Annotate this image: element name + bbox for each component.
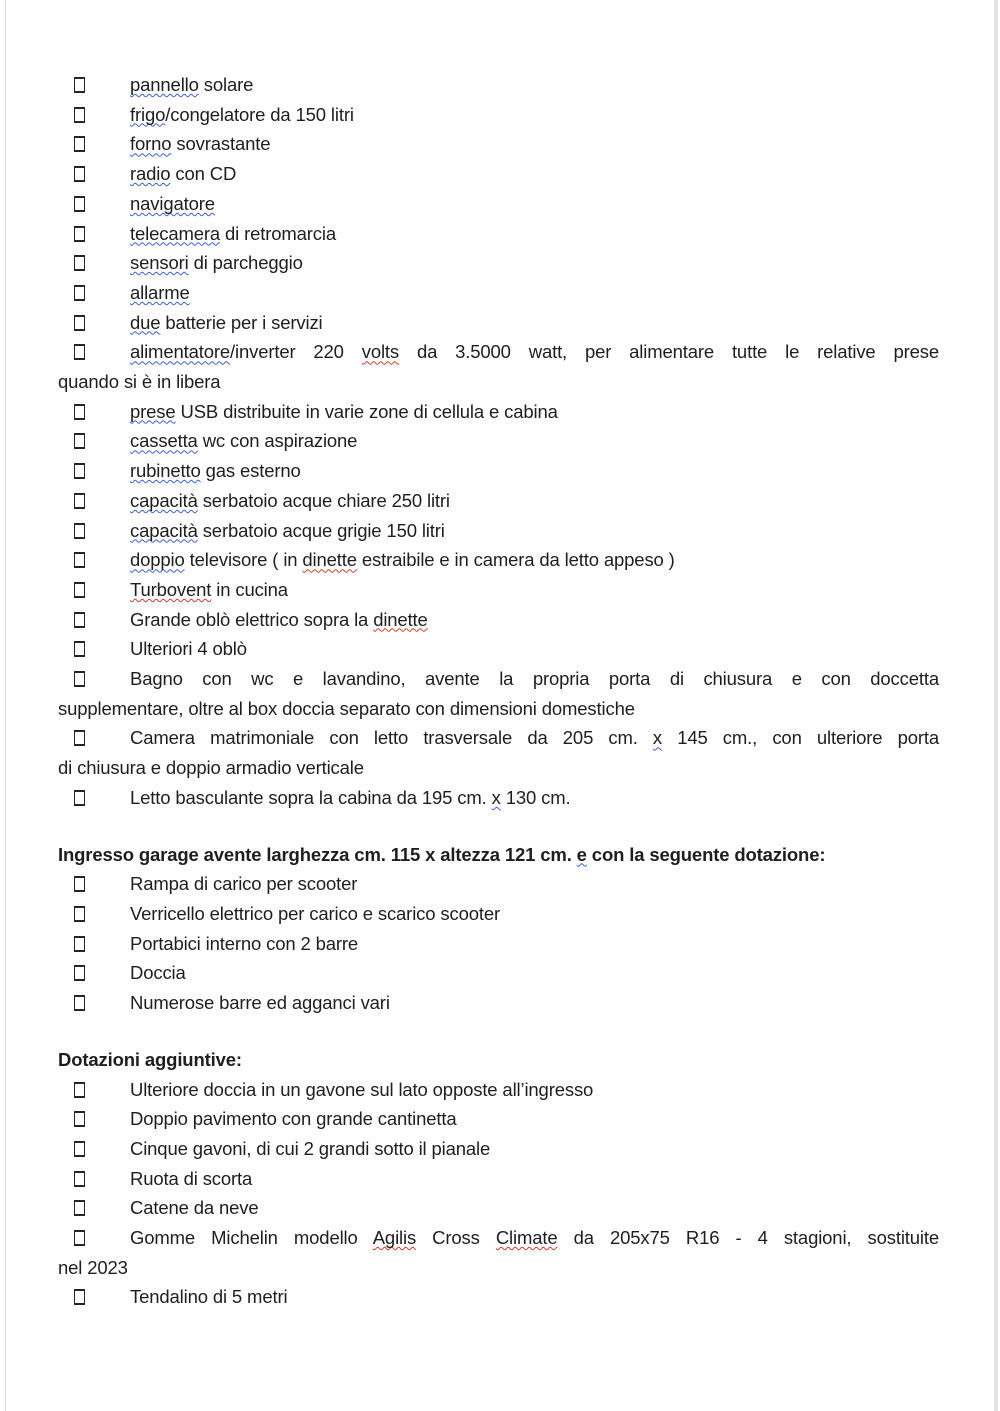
checklist-item-line bbox=[58, 1104, 939, 1134]
empty-checkbox-icon bbox=[74, 1141, 85, 1157]
empty-checkbox-icon bbox=[74, 404, 85, 420]
spellcheck-red-word: Turbovent bbox=[130, 578, 212, 600]
text-run: wc con aspirazione bbox=[197, 430, 358, 452]
empty-checkbox-icon bbox=[74, 166, 85, 182]
checklist-item-line bbox=[58, 783, 939, 813]
text-run: Rampa di carico per scooter bbox=[130, 873, 358, 895]
spellcheck-blue-word: sensori bbox=[130, 252, 189, 274]
empty-checkbox-icon bbox=[74, 1082, 85, 1098]
checklist-item-line bbox=[58, 486, 939, 516]
spellcheck-blue-word: e bbox=[576, 843, 587, 865]
text-run: 130 cm. bbox=[500, 786, 571, 808]
empty-checkbox-icon bbox=[74, 77, 85, 93]
spellcheck-blue-word: doppio bbox=[130, 549, 185, 571]
text-run: Bagno con wc e lavandino, avente la propria porta di chiusura e con doccetta bbox=[130, 668, 939, 690]
spellcheck-blue-word: x bbox=[491, 786, 501, 808]
empty-checkbox-icon bbox=[74, 995, 85, 1011]
checklist-item-line bbox=[58, 869, 939, 899]
text-run: Gomme Michelin modello bbox=[130, 1227, 373, 1249]
spellcheck-blue-word: radio bbox=[130, 163, 171, 185]
paragraph-spacer bbox=[58, 813, 939, 840]
empty-checkbox-icon bbox=[74, 1171, 85, 1187]
checklist-item-line bbox=[58, 248, 939, 278]
checklist-item-line bbox=[58, 988, 939, 1018]
checklist-item-line bbox=[58, 129, 939, 159]
text-run: Cross bbox=[416, 1227, 496, 1249]
empty-checkbox-icon bbox=[74, 493, 85, 509]
text-run: solare bbox=[198, 74, 254, 95]
checklist-item-line bbox=[58, 545, 939, 575]
spellcheck-blue-word: pannello bbox=[130, 74, 199, 95]
spellcheck-red-word: volts bbox=[361, 341, 400, 363]
checklist-item-line bbox=[58, 1164, 939, 1194]
spellcheck-blue-word: navigatore bbox=[130, 192, 215, 214]
empty-checkbox-icon bbox=[74, 226, 85, 242]
text-run: Ruota di scorta bbox=[130, 1167, 253, 1189]
spellcheck-blue-word: telecamera bbox=[130, 222, 221, 244]
text-run: con CD bbox=[170, 163, 237, 185]
spellcheck-red-word: Climate bbox=[495, 1227, 558, 1249]
text-run: gas esterno bbox=[200, 460, 301, 482]
checklist-item-line bbox=[58, 278, 939, 308]
checklist-item-line bbox=[58, 694, 939, 724]
checklist-item-line bbox=[58, 456, 939, 486]
spellcheck-blue-word: frigo bbox=[130, 103, 166, 125]
checklist-item-line bbox=[58, 634, 939, 664]
page-edge-line bbox=[5, 0, 6, 1411]
empty-checkbox-icon bbox=[74, 1111, 85, 1127]
empty-checkbox-icon bbox=[74, 641, 85, 657]
spellcheck-blue-word: allarme bbox=[130, 281, 190, 303]
empty-checkbox-icon bbox=[74, 552, 85, 568]
empty-checkbox-icon bbox=[74, 433, 85, 449]
text-run: quando si è in libera bbox=[58, 371, 221, 393]
text-run: Doccia bbox=[130, 962, 186, 984]
spellcheck-blue-word: forno bbox=[130, 133, 172, 155]
text-run: USB distribuite in varie zone di cellula e cabina bbox=[175, 400, 558, 422]
text-run: in cucina bbox=[211, 578, 288, 600]
text-run: di chiusura e doppio armadio verticale bbox=[58, 757, 364, 779]
checklist-item-line bbox=[58, 1282, 939, 1312]
text-run: Numerose barre ed agganci vari bbox=[130, 992, 390, 1014]
empty-checkbox-icon bbox=[74, 730, 85, 746]
text-run: Letto basculante sopra la cabina da 195 cm. bbox=[130, 786, 492, 808]
checklist-item-line bbox=[58, 337, 939, 367]
checklist-item-line bbox=[58, 516, 939, 546]
empty-checkbox-icon bbox=[74, 936, 85, 952]
text-run: da 205x75 R16 - 4 stagioni, sostituite bbox=[557, 1227, 940, 1249]
checklist-item-line bbox=[58, 100, 939, 130]
text-run: Ingresso garage avente larghezza cm. 115 x altezza 121 cm. bbox=[58, 843, 577, 865]
empty-checkbox-icon bbox=[74, 136, 85, 152]
checklist-item-line bbox=[58, 1253, 939, 1283]
spellcheck-blue-word: prese bbox=[130, 400, 176, 422]
empty-checkbox-icon bbox=[74, 876, 85, 892]
checklist-item-line bbox=[58, 1134, 939, 1164]
scrollbar[interactable] bbox=[994, 0, 998, 1411]
text-run: televisore ( in bbox=[184, 549, 303, 571]
checklist-item-line bbox=[58, 753, 939, 783]
paragraph-spacer bbox=[58, 1018, 939, 1045]
checklist-item-line bbox=[58, 426, 939, 456]
empty-checkbox-icon bbox=[74, 344, 85, 360]
text-run: Tendalino di 5 metri bbox=[130, 1286, 288, 1308]
empty-checkbox-icon bbox=[74, 612, 85, 628]
text-run: Cinque gavoni, di cui 2 grandi sotto il pianale bbox=[130, 1137, 491, 1159]
empty-checkbox-icon bbox=[74, 463, 85, 479]
text-run: con la seguente dotazione: bbox=[586, 843, 826, 865]
checklist-item-line bbox=[58, 308, 939, 338]
text-run: Dotazioni aggiuntive: bbox=[58, 1048, 242, 1070]
checklist-item-line bbox=[58, 1193, 939, 1223]
text-run: Grande oblò elettrico sopra la bbox=[130, 608, 374, 630]
checklist-item-line bbox=[58, 664, 939, 694]
empty-checkbox-icon bbox=[74, 790, 85, 806]
text-run: Catene da neve bbox=[130, 1197, 259, 1219]
empty-checkbox-icon bbox=[74, 255, 85, 271]
text-run: estraibile e in camera da letto appeso ) bbox=[356, 549, 675, 571]
spellcheck-red-word: dinette bbox=[302, 549, 357, 571]
text-run: da 3.5000 watt, per alimentare tutte le relative prese bbox=[399, 341, 939, 363]
spellcheck-red-word: Agilis bbox=[372, 1227, 417, 1249]
checklist-item-line bbox=[58, 367, 939, 397]
spellcheck-blue-word: due bbox=[130, 311, 161, 333]
empty-checkbox-icon bbox=[74, 965, 85, 981]
text-run: supplementare, oltre al box doccia separato con dimensioni domestiche bbox=[58, 697, 635, 719]
text-run: di parcheggio bbox=[188, 252, 303, 274]
text-run: Camera matrimoniale con letto trasversale da 205 cm. bbox=[130, 727, 653, 749]
text-run: serbatoio acque grigie 150 litri bbox=[197, 519, 445, 541]
checklist-item-line bbox=[58, 159, 939, 189]
checklist-item-line bbox=[58, 397, 939, 427]
checklist-item-line bbox=[58, 1075, 939, 1105]
spellcheck-blue-word: cassetta bbox=[130, 430, 198, 452]
checklist-item-line bbox=[58, 1223, 939, 1253]
text-run: di retromarcia bbox=[220, 222, 336, 244]
empty-checkbox-icon bbox=[74, 1230, 85, 1246]
text-run: Verricello elettrico per carico e scarico scooter bbox=[130, 902, 500, 924]
checklist-item-line bbox=[58, 899, 939, 929]
empty-checkbox-icon bbox=[74, 582, 85, 598]
text-run: Portabici interno con 2 barre bbox=[130, 932, 359, 954]
text-run: Ulteriore doccia in un gavone sul lato opposte all’ingresso bbox=[130, 1078, 594, 1100]
empty-checkbox-icon bbox=[74, 523, 85, 539]
text-run: Doppio pavimento con grande cantinetta bbox=[130, 1108, 457, 1130]
spellcheck-blue-word: alimentatore bbox=[130, 341, 231, 363]
text-run: /congelatore da 150 litri bbox=[165, 103, 354, 125]
empty-checkbox-icon bbox=[74, 315, 85, 331]
text-run: /inverter 220 bbox=[230, 341, 362, 363]
empty-checkbox-icon bbox=[74, 906, 85, 922]
document-content bbox=[58, 70, 939, 1312]
section-heading bbox=[58, 840, 939, 870]
spellcheck-red-word: dinette bbox=[373, 608, 428, 630]
spellcheck-blue-word: capacità bbox=[130, 489, 198, 511]
empty-checkbox-icon bbox=[74, 671, 85, 687]
spellcheck-blue-word: capacità bbox=[130, 519, 198, 541]
checklist-item-line bbox=[58, 958, 939, 988]
text-run: nel 2023 bbox=[58, 1256, 128, 1278]
checklist-item-line bbox=[58, 929, 939, 959]
empty-checkbox-icon bbox=[74, 107, 85, 123]
section-heading bbox=[58, 1045, 939, 1075]
checklist-item-line bbox=[58, 70, 939, 100]
checklist-item-line bbox=[58, 575, 939, 605]
checklist-item-line bbox=[58, 189, 939, 219]
text-run: 145 cm., con ulteriore porta bbox=[662, 727, 939, 749]
empty-checkbox-icon bbox=[74, 285, 85, 301]
empty-checkbox-icon bbox=[74, 196, 85, 212]
text-run: Ulteriori 4 oblò bbox=[130, 638, 247, 660]
spellcheck-blue-word: rubinetto bbox=[130, 460, 201, 482]
spellcheck-blue-word: x bbox=[652, 727, 663, 749]
text-run: batterie per i servizi bbox=[160, 311, 323, 333]
checklist-item-line bbox=[58, 219, 939, 249]
text-run: serbatoio acque chiare 250 litri bbox=[197, 489, 450, 511]
checklist-item-line bbox=[58, 605, 939, 635]
empty-checkbox-icon bbox=[74, 1200, 85, 1216]
checklist-item-line bbox=[58, 723, 939, 753]
text-run: sovrastante bbox=[171, 133, 271, 155]
empty-checkbox-icon bbox=[74, 1289, 85, 1305]
